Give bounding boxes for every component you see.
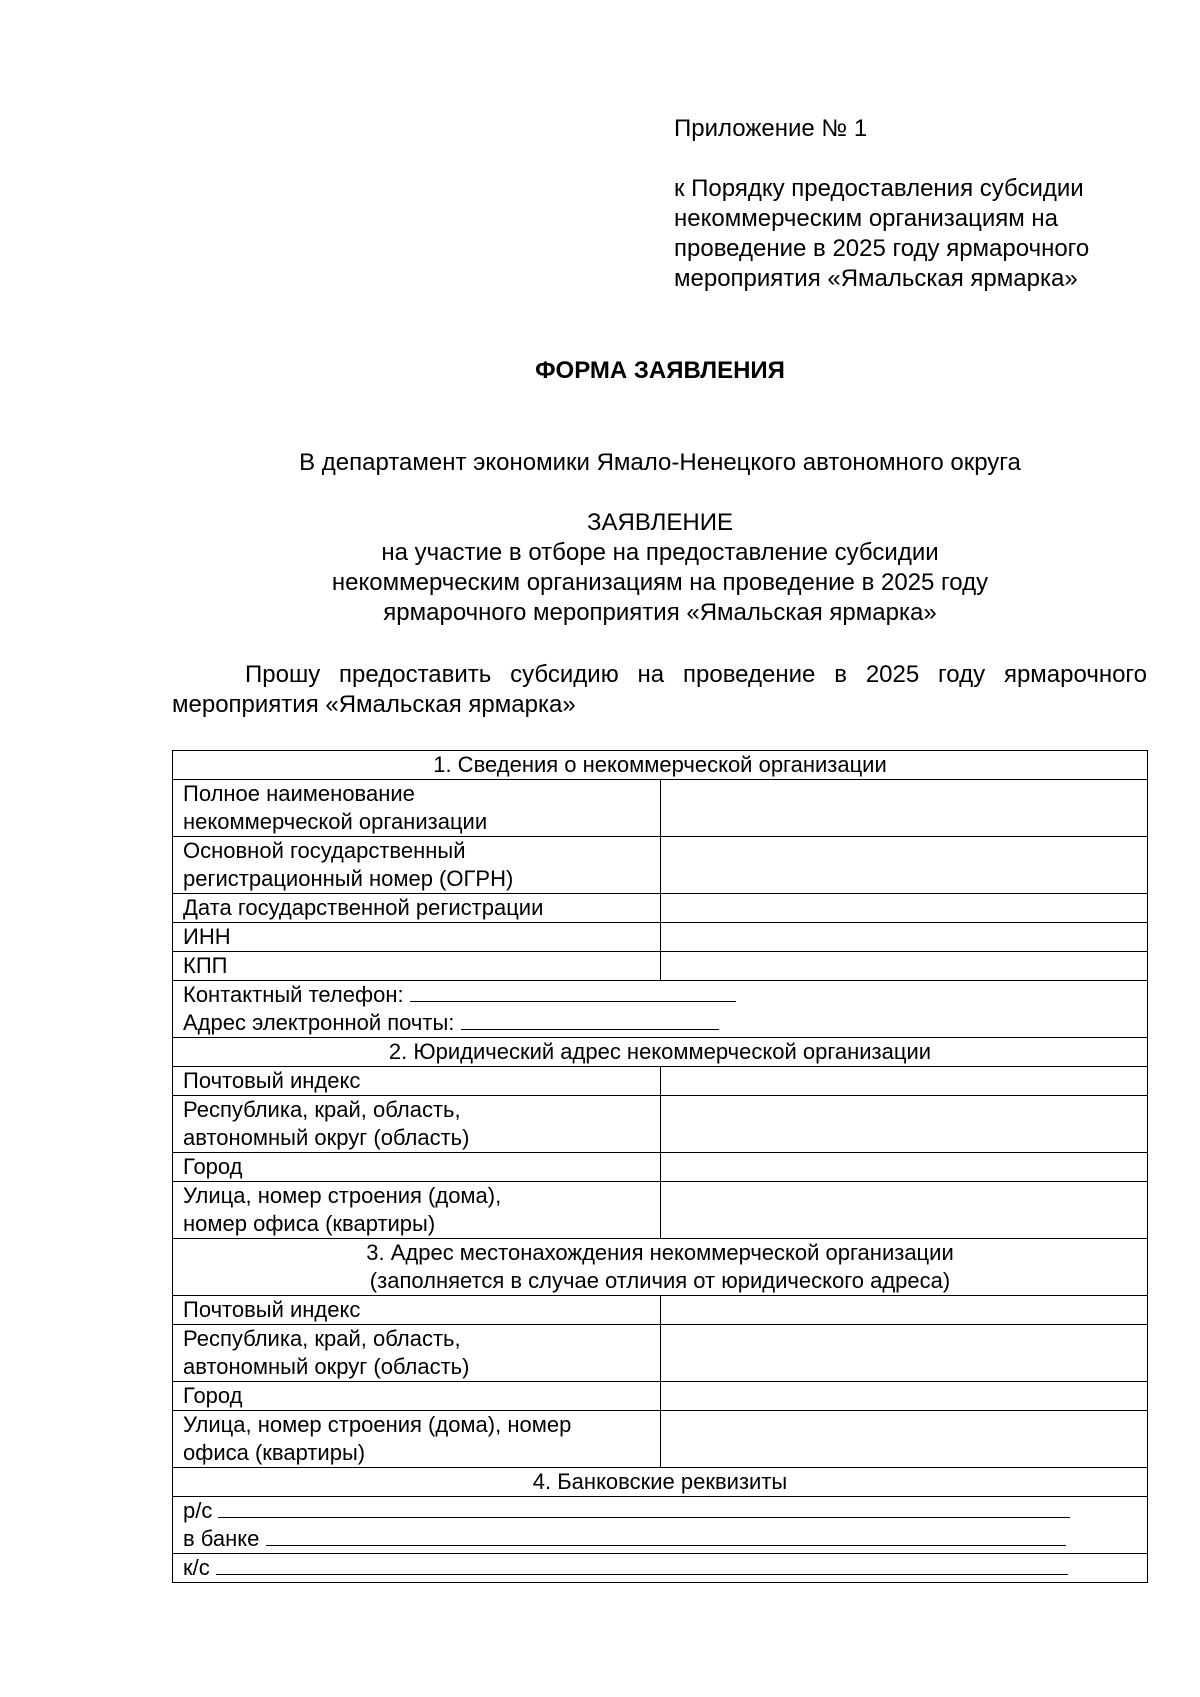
appendix-block xyxy=(674,114,1144,294)
section-heading: 2. Юридический адрес некоммерческой организации xyxy=(173,1038,1148,1067)
form-title: ФОРМА ЗАЯВЛЕНИЯ xyxy=(535,357,785,384)
actual-region-value-cell[interactable] xyxy=(660,1325,1148,1382)
request-line: Прошу предоставить субсидию на проведение в 2025 году ярмарочного xyxy=(245,661,1147,688)
phone-label: Контактный телефон: xyxy=(183,982,404,1007)
legal-city-value-cell[interactable] xyxy=(660,1153,1148,1182)
actual-city-value-cell[interactable] xyxy=(660,1382,1148,1411)
field-label: КПП xyxy=(173,952,661,981)
corr-account-label: к/с xyxy=(183,1555,210,1580)
account-blank[interactable] xyxy=(218,1497,1070,1518)
table-row xyxy=(173,1382,1148,1411)
bank-name-blank[interactable] xyxy=(266,1525,1066,1546)
table-row xyxy=(173,894,1148,923)
account-label: р/с xyxy=(183,1498,213,1523)
statement-heading xyxy=(0,508,1200,628)
addressee: В департамент экономики Ямало-Ненецкого автономного округа xyxy=(299,449,1021,476)
field-label: Город xyxy=(173,1382,661,1411)
request-paragraph xyxy=(172,660,1147,720)
statement-subtitle-line: на участие в отборе на предоставление субсидии xyxy=(381,539,939,566)
field-label: Улица, номер строения (дома), номер офиса (квартиры) xyxy=(173,1182,661,1239)
actual-street-value-cell[interactable] xyxy=(660,1411,1148,1468)
field-label: Почтовый индекс xyxy=(173,1296,661,1325)
bank-name-label: в банке xyxy=(183,1526,260,1551)
section-heading: 3. Адрес местонахождения некоммерческой организации (заполняется в случае отличия от юридического адреса) xyxy=(173,1239,1148,1296)
section-heading: 4. Банковские реквизиты xyxy=(173,1468,1148,1497)
section-header-row xyxy=(173,1239,1148,1296)
table-row xyxy=(173,952,1148,981)
statement-title: ЗАЯВЛЕНИЕ xyxy=(587,509,733,536)
legal-region-value-cell[interactable] xyxy=(660,1096,1148,1153)
field-label: Полное наименование некоммерческой организации xyxy=(173,780,661,837)
legal-postal-value-cell[interactable] xyxy=(660,1067,1148,1096)
section-heading: 1. Сведения о некоммерческой организации xyxy=(173,751,1148,780)
table-row xyxy=(173,923,1148,952)
appendix-line: мероприятия «Ямальская ярмарка» xyxy=(674,265,1078,292)
corr-account-cell xyxy=(173,1554,1148,1583)
contacts-cell xyxy=(173,981,1148,1038)
application-form-table xyxy=(172,750,1148,1583)
field-label: Почтовый индекс xyxy=(173,1067,661,1096)
email-blank[interactable] xyxy=(461,1009,719,1030)
field-label: Основной государственный регистрационный номер (ОГРН) xyxy=(173,837,661,894)
field-label: Город xyxy=(173,1153,661,1182)
appendix-line: некоммерческим организациям на xyxy=(674,205,1059,232)
corr-account-blank[interactable] xyxy=(216,1554,1068,1575)
appendix-number: Приложение № 1 xyxy=(674,115,868,142)
bank-details-cell xyxy=(173,1497,1148,1554)
ogrn-value-cell[interactable] xyxy=(660,837,1148,894)
table-row xyxy=(173,1182,1148,1239)
field-label: Республика, край, область, автономный округ (область) xyxy=(173,1096,661,1153)
request-line: мероприятия «Ямальская ярмарка» xyxy=(172,691,576,718)
field-label: Улица, номер строения (дома), номер офиса (квартиры) xyxy=(173,1411,661,1468)
table-row xyxy=(173,837,1148,894)
kpp-value-cell[interactable] xyxy=(660,952,1148,981)
phone-blank[interactable] xyxy=(410,981,736,1002)
table-row xyxy=(173,1497,1148,1554)
table-row xyxy=(173,1554,1148,1583)
table-row xyxy=(173,1411,1148,1468)
table-row xyxy=(173,1296,1148,1325)
table-row xyxy=(173,780,1148,837)
statement-subtitle-line: некоммерческим организациям на проведение в 2025 году xyxy=(331,569,989,596)
actual-postal-value-cell[interactable] xyxy=(660,1296,1148,1325)
table-row xyxy=(173,1153,1148,1182)
field-label: Дата государственной регистрации xyxy=(173,894,661,923)
legal-street-value-cell[interactable] xyxy=(660,1182,1148,1239)
full-name-value-cell[interactable] xyxy=(660,780,1148,837)
field-label: Республика, край, область, автономный округ (область) xyxy=(173,1325,661,1382)
table-row xyxy=(173,1325,1148,1382)
table-row xyxy=(173,1067,1148,1096)
table-row xyxy=(173,1096,1148,1153)
email-label: Адрес электронной почты: xyxy=(183,1010,455,1035)
statement-subtitle-line: ярмарочного мероприятия «Ямальская ярмарка» xyxy=(383,599,937,626)
section-header-row xyxy=(173,1468,1148,1497)
appendix-line: к Порядку предоставления субсидии xyxy=(674,175,1084,202)
appendix-line: проведение в 2025 году ярмарочного xyxy=(674,235,1090,262)
inn-value-cell[interactable] xyxy=(660,923,1148,952)
section-header-row xyxy=(173,751,1148,780)
reg-date-value-cell[interactable] xyxy=(660,894,1148,923)
field-label: ИНН xyxy=(173,923,661,952)
section-header-row xyxy=(173,1038,1148,1067)
table-row xyxy=(173,981,1148,1038)
